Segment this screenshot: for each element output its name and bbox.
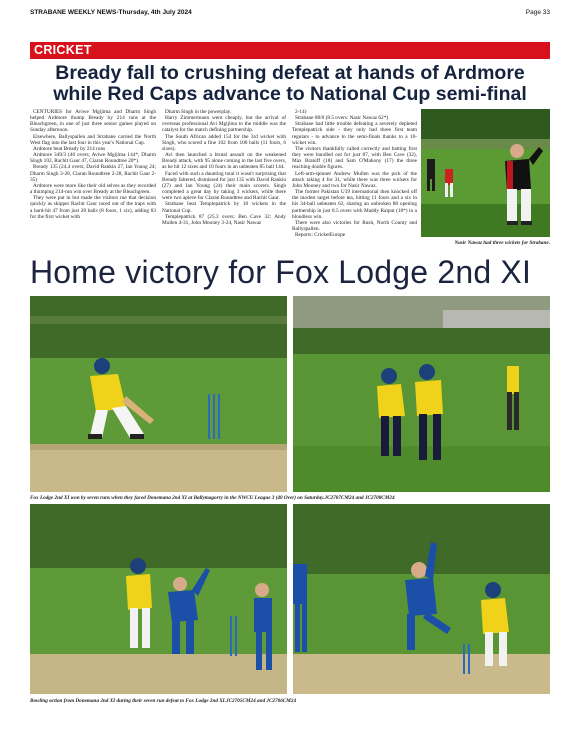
publication-date: STRABANE WEEKLY NEWS-Thursday, 4th July 2024 [30, 8, 192, 16]
article-paragraph: Dharm Singh in the powerplay. [165, 109, 232, 115]
article-paragraph: Avi then launched a brutal assault on the weakened Bready attack, with 95 alone coming in the last five overs, as he hit 12 sixes and 10 fours in an unbeaten 85 ball 144. [162, 152, 286, 171]
article-paragraph: Reports: CricketEurope [295, 232, 346, 239]
article-paragraph: The South African added 154 for the 3rd wicket with Singh, who scored a fine 102 from 100 balls (11 fours, 6 sixes). [162, 133, 286, 152]
section-bar [30, 42, 550, 59]
photo-caption-top: Nasir Nawaz had three wickets for Strabane. [454, 240, 550, 246]
photo-caption-2: Bowling action from Donemana 2nd XI during their seven run defeat to Fox Lodge 2nd XI.JC2705CM24 and JC2706CM24 [30, 698, 297, 704]
article-paragraph: Templepatrick 87 (25.3 overs: Ben Cave 32; Andy Mullen 4-31, John Mooney 3-24, Nasir Nawaz [162, 213, 286, 226]
article-paragraph: They were put in but made the visitors rue that decision quickly as skipper Rachit Gaur raced out of the traps with a hard-hit 47 from just 28 balls (8 fours, 1 six), adding 83 for the first wicket with [30, 195, 156, 220]
feature-headline: Home victory for Fox Lodge 2nd XI [30, 254, 532, 290]
headline-line-2: while Red Caps advance to National Cup semi-final [53, 83, 527, 105]
article-paragraph: Elsewhere, Ballyspallen and Strabane carried the North West flag into the last four in this year's National Cup. [30, 133, 156, 146]
article-paragraph: Ardmore 349/3 (40 overs; Aviwe Mgijima 144*, Dharm Singh 102, Rachit Gaur 47, Ciaran Roundtree 20*). [30, 152, 156, 165]
photo-bowler-delivery [30, 504, 287, 694]
page-number: Page 33 [525, 8, 550, 16]
photo-batsman-running [30, 296, 287, 492]
article-paragraph: Strabane beat Templepatrick by 10 wickets in the National Cup. [162, 201, 286, 214]
page-header [30, 6, 550, 18]
article-paragraph: Ardmore beat Bready by 214 runs [33, 145, 106, 152]
article-paragraph: Ardmore were more like their old selves as they recorded a thumping 214-run win over Bready at the Bleachgreen. [30, 182, 156, 196]
article-paragraph: Strabane had little trouble defeating a severely depleted Templepatrick side - they only had three first team regulars - to advance to the semi-finals thanks to a 10-wicket win. [292, 121, 417, 146]
article-paragraph: Left-arm-spinner Andrew Mullen was the pick of the attack taking 4 for 31, while there was three wickets for John Mooney and two for Nasir Nawaz. [292, 170, 417, 189]
photo-batsmen-celebrate [293, 296, 550, 492]
photo-caption-1: Fox Lodge 2nd XI won by seven runs when they faced Donemana 2nd XI at Ballymagorry in the NWCU League 3 (40 Over) on Saturday.JC2707CM24 and JC2708CM24 [30, 495, 395, 501]
article-paragraph: Harry Zimmermann went cheaply, but the arrival of overseas professional Avi Mgijima to the middle was the catalyst for the match defining partnership. [162, 115, 286, 134]
article-column-3 [292, 109, 417, 238]
article-paragraph: There were also victories for Rush, North County and Ballyspallen. [292, 219, 417, 232]
section-label: CRICKET [34, 43, 92, 57]
photo-nasir-nawaz [421, 109, 550, 237]
headline-line-1: Bready fall to crushing defeat at hands of Ardmore [55, 62, 525, 84]
article-column-2 [162, 109, 286, 226]
article-column-1 [30, 109, 156, 220]
article-paragraph: Faced with such a daunting total it wasn't surprising that Bready faltered, dismissed for just 135 with David Rankin (27) and Ian Young (24) their main scorers. Singh completed a great day by taking 3 wickets, while there were two apiece for Ciaran Roundtree and Rachit Gaur. [162, 170, 286, 202]
article-paragraph: The former Pakistan U19 international then knocked off the modest target before tea, hitting 11 fours and a six in his 34-ball unbeaten 62, sharing an unbroken 88 opening partnership in just 8.5 overs with Maddy Raiput (18*) in a bloodless win. [292, 189, 417, 220]
article-paragraph: The visitors thankfully called correctly and batting first they were bundled out for just 87, with Ben Cave (32), Max Braniff (18) and Sam O'Mahony (17) the three reaching double figures. [292, 145, 417, 171]
article-paragraph: 2-14) [295, 109, 307, 115]
article-paragraph: CENTURIES for Aviwe Mgijima and Dharm Singh helped Ardmore thump Bready by 214 runs at the Bleachgreen, in one of just three senior games played on Sunday afternoon. [30, 109, 156, 134]
article-paragraph: Bready 135 (24.4 overs; David Rankin 27, Ian Young 24; Dharm Singh 3-28, Ciaran Roundtree 2-28, Rachit Gaur 2-35) [30, 164, 156, 183]
photo-bowler-leap [293, 504, 550, 694]
article-paragraph: Strabane 88/0 (8.5 overs: Nasir Nawaz 62*) [295, 115, 389, 122]
